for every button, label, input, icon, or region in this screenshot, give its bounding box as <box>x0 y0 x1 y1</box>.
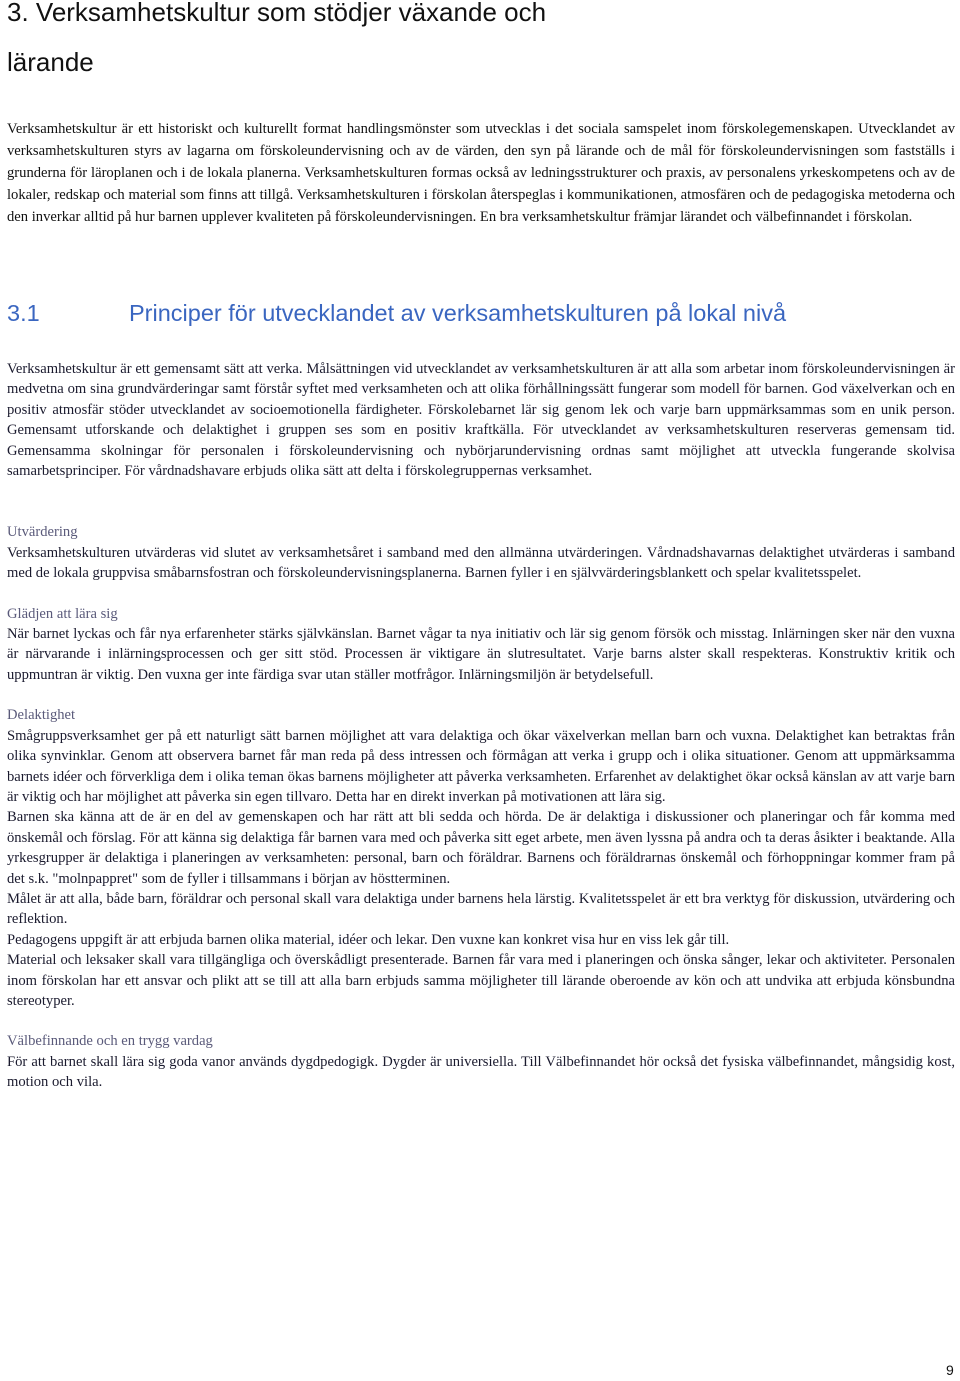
paragraph: När barnet lyckas och får nya erfarenheter stärks självkänslan. Barnet vågar ta nya initiativ och lär sig genom försök och misstag. Inlärningen sker när den vuxna är närvarande i inlärningsprocessen och ger sitt stöd. Processen är viktigare än slutresultatet. Varje barns alster skall respekteras. Konstruktiv kritik och uppmuntran är viktig. Den vuxna ger inte färdiga svar utan ställer motfrågor. Inlärningsmiljön är betydelsefull. <box>7 626 955 683</box>
spacer <box>7 685 955 705</box>
chapter-heading-line1: 3. Verksamhetskultur som stödjer växande och <box>7 0 547 27</box>
paragraph: Verksamhetskulturen utvärderas vid slutet av verksamhetsåret i samband med den allmänna utvärderingen. Vårdnadshavarnas delaktighet utvärderas i samband med de lokala gruppvisa småbarnsfostran och förskoleundervisningsplanerna. Barnen fyller i en självvärderingsblankett och spelar kvalitetsspelet. <box>7 544 955 582</box>
section-paragraph: Verksamhetskultur är ett gemensamt sätt att verka. Målsättningen vid utvecklandet av verksamhetskulturen är att alla som arbetar inom förskoleundervisningen är medvetna om sina grundvärderingar samt förstår syftet med verksamheten och att olika förhållningssätt fungerar som modell för barnen. God växelverkan och en positiv atmosfär stöder utvecklandet av socioemotionella färdigheter. Förskolebarnet lär sig genom lek och varje barn uppmärksammas som en unik person. Gemensamt utforskande och delaktighet i gruppen ses som en positiv kraftkälla. För utvecklandet av verksamhetskulturen reserveras gemensam tid. Gemensamma skolningar för personalen i förskoleundervisning och nybörjarundervisning ordnas samt möjlighet att utveckla fungerande skolvisa samarbetsprinciper. För vårdnadshavare erbjuds olika sätt att delta i förskolegruppernas verksamhet. <box>7 361 955 480</box>
page-number: 9 <box>946 1362 954 1378</box>
subheading-utvardering: Utvärdering <box>7 524 78 541</box>
paragraph: Barnen ska känna att de är en del av gemenskapen och har rätt att bli sedda och hörda. De är delaktiga i diskussioner och planeringar och får komma med önskemål och förslag. För att känna sig delaktiga får barnen vara med och påverka sitt eget arbete, men även lyssna på andra och ta deras åsikter i beaktande. Alla yrkesgrupper är delaktiga i planeringen av verksamheten: personal, barn och föräldrar. Barnens och föräldrarnas önskemål och förhoppningar kommer fram på det s.k. "molnpappret" som de fyller i tillsammans i början av höstterminen. <box>7 809 955 887</box>
paragraph: Smågruppsverksamhet ger på ett naturligt sätt barnen möjlighet att vara delaktiga och ökar växelverkan mellan barn och vuxna. Delaktighet kan betraktas från olika synvinklar. Genom att observera barnet får man reda på dess intressen och förmågan att verka i grupp och i olika situationer. Genom att uppmärksamma barnets idéer och förverkliga dem i olika teman ökas barnens möjligheter att påverka verksamheten. Erfarenhet av delaktighet ökar också känslan av att varje barn är viktig och har möjlighet att påverka sin egen tillvaro. Detta har en direkt inverkan på motivationen att lära sig. <box>7 727 955 805</box>
section-number: 3.1 <box>7 300 40 326</box>
paragraph: Material och leksaker skall vara tillgängliga och överskådligt presenterade. Barnen får vara med i planeringen och önska sånger, lekar och aktiviteter. Personalen inom förskolan har ett ansvar och plikt att se till att alla barn erbjuds samma möjligheter till lärande oberoende av kön och att undvika att erbjuda könsbundna stereotyper. <box>7 952 955 1009</box>
spacer <box>7 481 955 522</box>
section-heading <box>7 300 955 327</box>
section-body <box>7 359 955 1093</box>
spacer <box>7 1011 955 1031</box>
paragraph: För att barnet skall lära sig goda vanor används dygdpedogigk. Dygder är universiella. Till Välbefinnandet hör också det fysiska välbefinnandet, mångsidig kost, motion och vila. <box>7 1053 955 1091</box>
subheading-valbefinnande: Välbefinnande och en trygg vardag <box>7 1033 213 1050</box>
section-title: Principer för utvecklandet av verksamhetskulturen på lokal nivå <box>129 300 787 326</box>
chapter-heading-line2: lärande <box>7 47 94 77</box>
intro-paragraph: Verksamhetskultur är ett historiskt och kulturellt format handlingsmönster som utvecklas i det sociala samspelet inom förskolegemenskapen. Utvecklandet av verksamhetskulturen styrs av lagarna om förskoleundervisning och av de värden, den syn på lärande och de mål för förskoleundervisningen som fastställs i grunderna för läroplanen och i de lokala planerna. Verksamhetskulturen formas också av ledningsstrukturer och praxis, av personalens yrkeskompetens och av de lokaler, redskap och material som finns att tillgå. Verksamhetskulturen i förskolan återspeglas i kommunikationen, atmosfären och de pedagogiska metoderna och den inverkar alltid på hur barnen upplever kvaliteten på förskoleundervisningen. En bra verksamhetskultur främjar lärandet och välbefinnandet i förskolan. <box>7 121 955 225</box>
spacer <box>7 584 955 604</box>
subheading-delaktighet: Delaktighet <box>7 707 76 724</box>
paragraph: Målet är att alla, både barn, föräldrar och personal skall vara delaktiga under barnens hela lärstig. Kvalitetsspelet är ett bra verktyg för diskussion, utvärdering och reflektion. <box>7 890 955 928</box>
subheading-gladjen: Glädjen att lära sig <box>7 605 118 622</box>
paragraph: Pedagogens uppgift är att erbjuda barnen olika material, idéer och lekar. Den vuxne kan konkret visa hur en viss lek går till. <box>7 931 730 948</box>
